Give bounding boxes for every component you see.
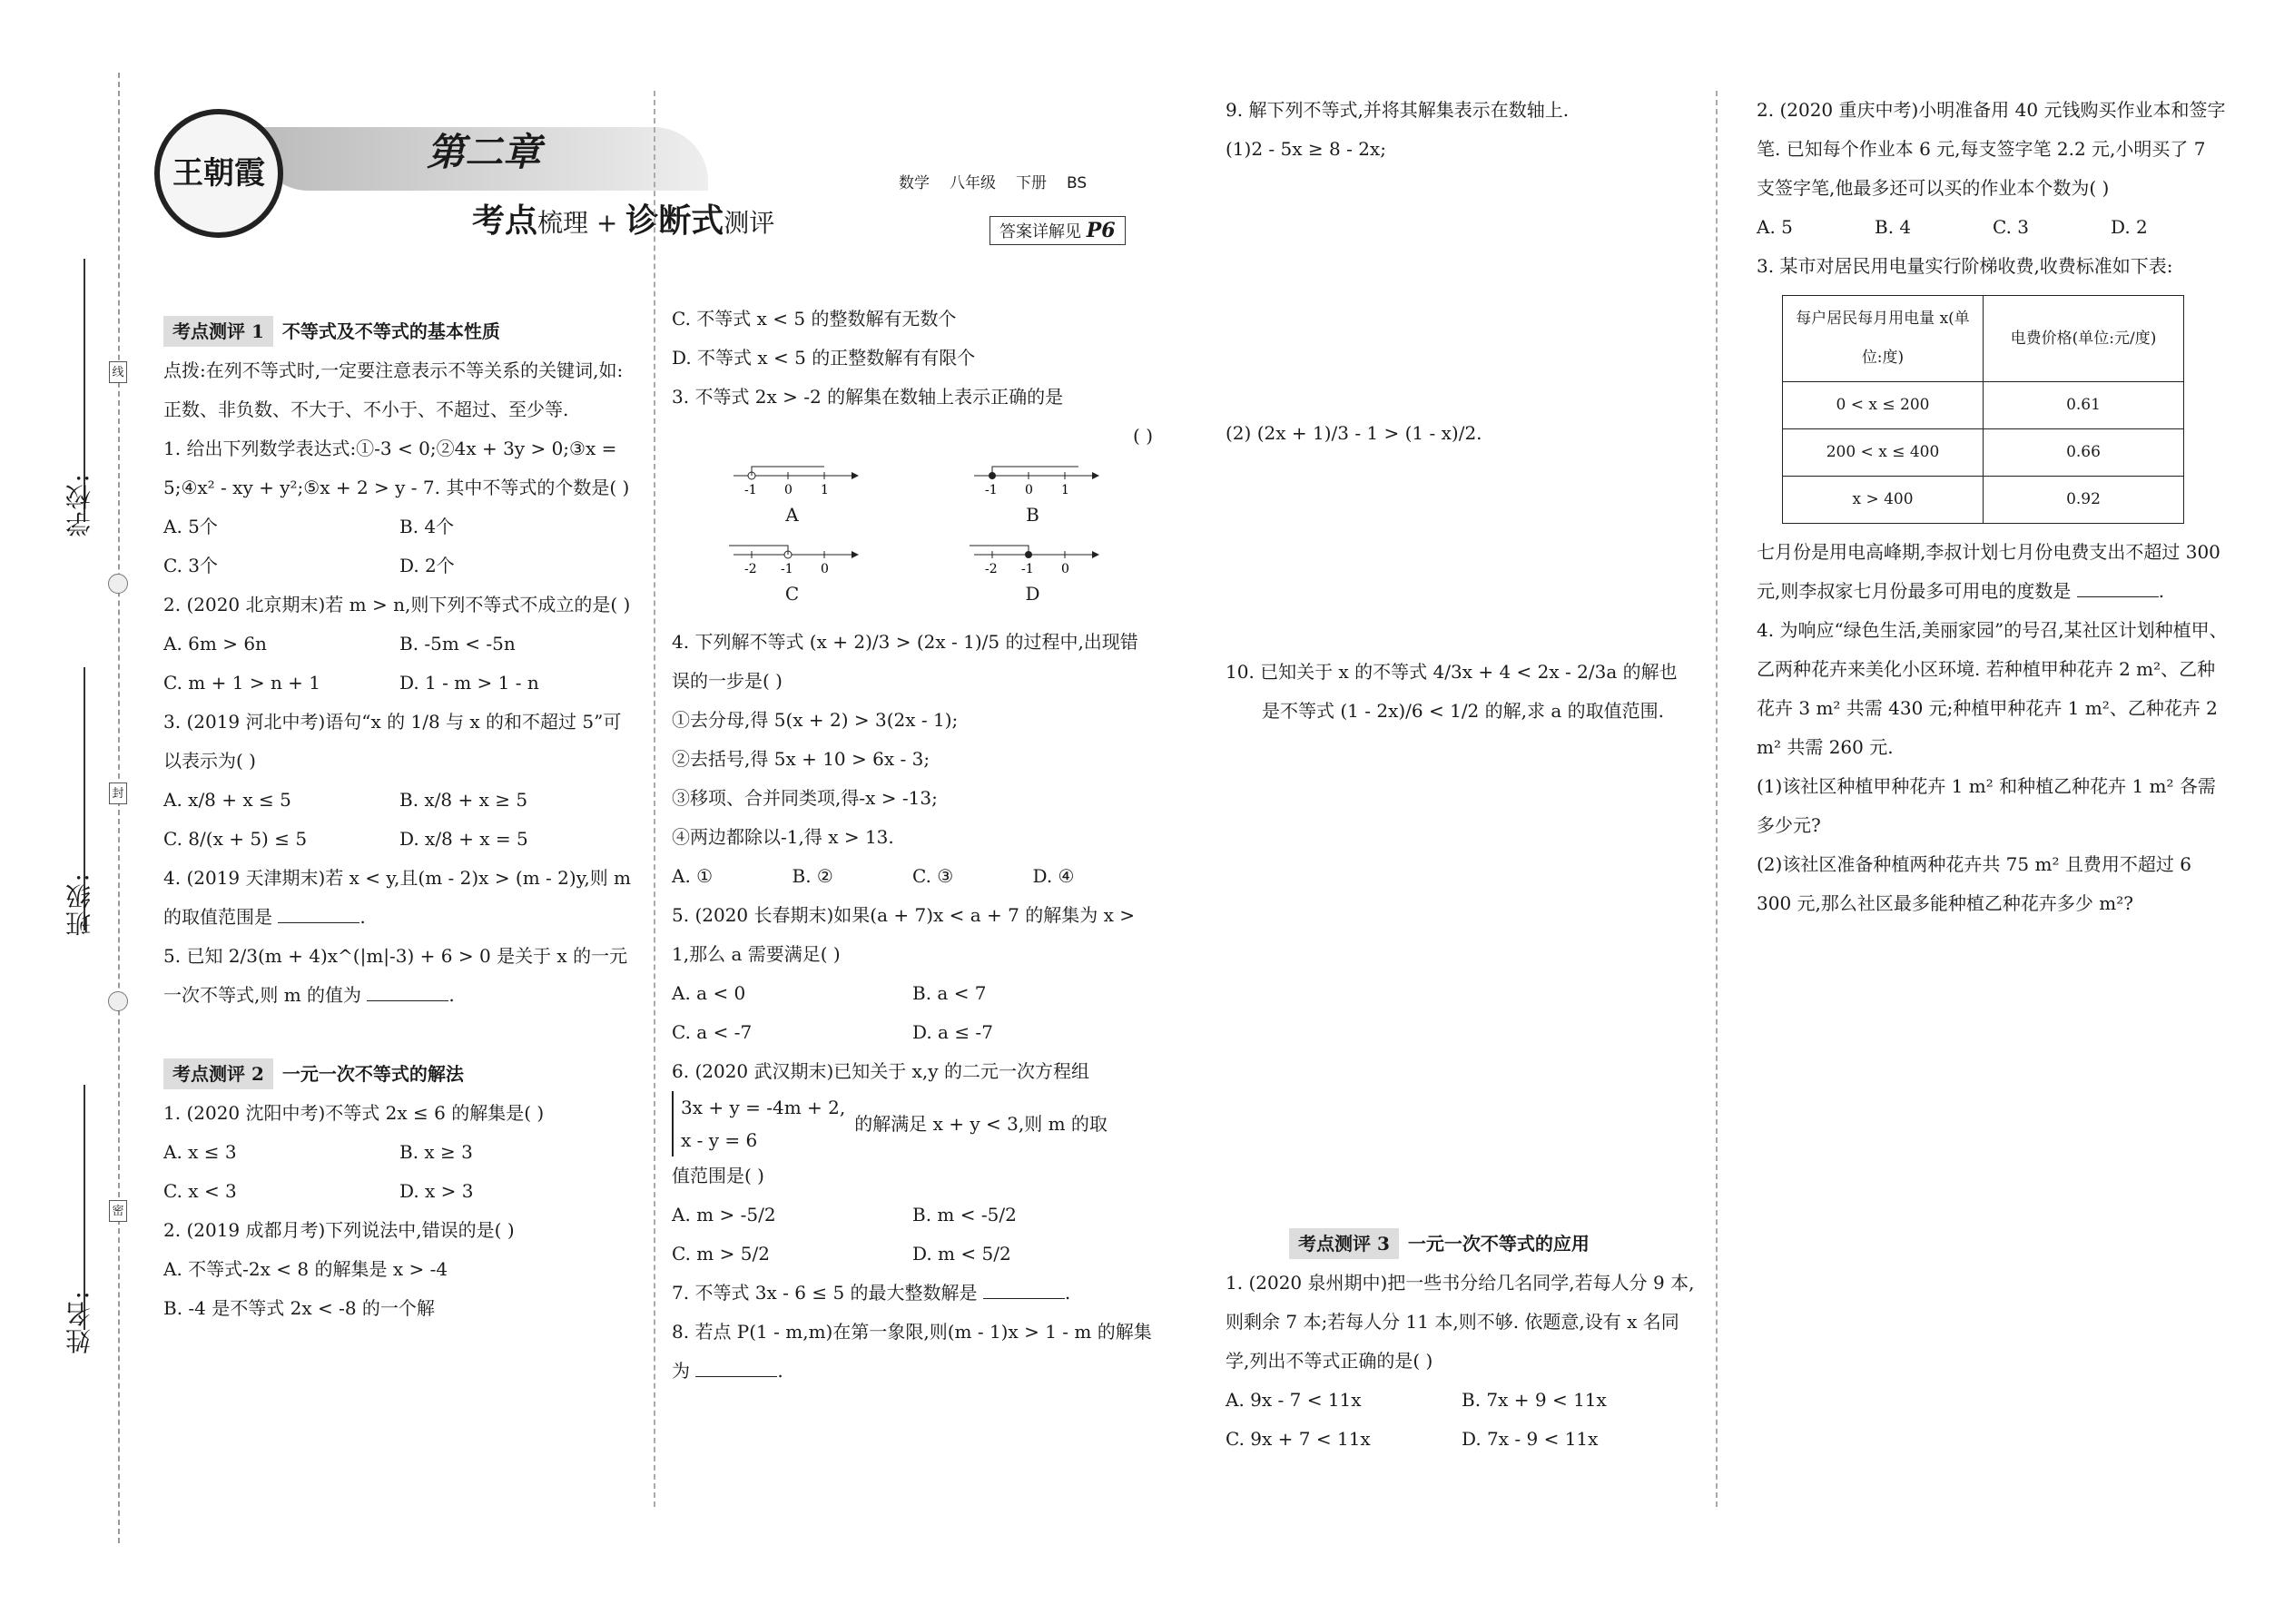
answer-blank[interactable] (695, 1376, 777, 1377)
work-space[interactable] (1226, 453, 1698, 653)
column-3 (1226, 91, 1698, 1459)
question: 4. (2019 天津期末)若 x < y,且(m - 2)x > (m - 2)y,则 m 的取值范围是 . (163, 867, 632, 928)
page-subtitle: 考点梳理 + 诊断式测评 (472, 202, 775, 240)
options: C. 8/(x + 5) ≤ 5 D. x/8 + x = 5 (163, 828, 528, 850)
svg-text:-1: -1 (1020, 562, 1034, 575)
chapter-title: 第二章 (427, 130, 542, 174)
options: A. 5个 B. 4个 (163, 516, 455, 537)
question: 1. 给出下列数学表达式:①-3 < 0;②4x + 3y > 0;③x = 5;④x² - xy + y²;⑤x + 2 > y - 7. 其中不等式的个数是( ) (163, 438, 630, 498)
table-row: 200 < x ≤ 400 0.66 (1783, 429, 2184, 477)
options: A. ① B. ② C. ③ D. ④ (672, 865, 1075, 887)
question: 3. 不等式 2x > -2 的解集在数轴上表示正确的是 (672, 386, 1064, 408)
sub-question: (2)该社区准备种植两种花卉共 75 m² 且费用不超过 6 300 元,那么社区最多能种植乙种花卉多少 m²? (1757, 853, 2191, 914)
question: 7. 不等式 3x - 6 ≤ 5 的最大整数解是 . (672, 1282, 1071, 1304)
margin-mark: 密 (109, 1200, 127, 1222)
number-line-option: -1 0 1 B (942, 465, 1124, 535)
svg-text:-1: -1 (780, 562, 793, 575)
number-line-option: -2 -1 0 D (942, 544, 1124, 614)
step: ①去分母,得 5(x + 2) > 3(2x - 1); (672, 709, 959, 731)
section-header: 考点测评 1 不等式及不等式的基本性质 (163, 309, 635, 351)
sub-question: (2) (2x + 1)/3 - 1 > (1 - x)/2. (1226, 422, 1482, 444)
question-cont: 是不等式 (1 - 2x)/6 < 1/2 的解,求 a 的取值范围. (1262, 700, 1664, 722)
number-line-option: -1 0 1 A (702, 465, 883, 535)
question: 1. (2020 沈阳中考)不等式 2x ≤ 6 的解集是( ) (163, 1102, 545, 1124)
number-line-option: -2 -1 0 C (702, 544, 883, 614)
section-header: 考点测评 2 一元一次不等式的解法 (163, 1051, 635, 1094)
options: C. m + 1 > n + 1 D. 1 - m > 1 - n (163, 672, 539, 694)
option: D. 不等式 x < 5 的正整数解有有限个 (672, 347, 976, 369)
options: C. 3个 D. 2个 (163, 555, 455, 576)
option: B. -4 是不等式 2x < -8 的一个解 (163, 1297, 435, 1319)
answer-blank[interactable] (278, 922, 359, 923)
number-line-row (672, 465, 1153, 535)
svg-text:1: 1 (820, 483, 829, 496)
class-label: 班级: (64, 871, 94, 937)
svg-text:-2: -2 (984, 562, 998, 575)
option: C. 不等式 x < 5 的整数解有无数个 (672, 308, 957, 330)
price-table (1782, 295, 2184, 524)
question-cont: 七月份是用电高峰期,李叔计划七月份电费支出不超过 300 元,则李叔家七月份最多可用电的度数是 . (1757, 541, 2220, 602)
number-line-b (965, 465, 1101, 496)
options: A. a < 0 B. a < 7 (672, 982, 987, 1004)
margin-dot (108, 991, 128, 1011)
options: A. m > -5/2 B. m < -5/2 (672, 1204, 1017, 1225)
options: C. 9x + 7 < 11x D. 7x - 9 < 11x (1226, 1428, 1599, 1450)
svg-text:-2: -2 (743, 562, 757, 575)
options: A. x/8 + x ≤ 5 B. x/8 + x ≥ 5 (163, 789, 528, 811)
question-cont: 值范围是( ) (672, 1165, 764, 1186)
step: ④两边都除以-1,得 x > 13. (672, 826, 894, 848)
column-1 (163, 309, 635, 1328)
answer-reference: 答案详解见 P6 (989, 216, 1126, 245)
question: 2. (2020 北京期末)若 m > n,则下列不等式不成立的是( ) (163, 594, 631, 615)
sub-question: (1)2 - 5x ≥ 8 - 2x; (1226, 138, 1386, 160)
options: A. 6m > 6n B. -5m < -5n (163, 633, 516, 655)
question: 3. 某市对居民用电量实行阶梯收费,收费标准如下表: (1757, 255, 2173, 277)
course-meta: 数学 八年级 下册 BS (899, 174, 1088, 192)
svg-text:0: 0 (820, 562, 829, 575)
question: 5. 已知 2/3(m + 4)x^(|m|-3) + 6 > 0 是关于 x 的一元一次不等式,则 m 的值为 . (163, 945, 628, 1006)
question: 4. 为响应“绿色生活,美丽家园”的号召,某社区计划种植甲、乙两种花卉来美化小区环境. 若种植甲种花卉 2 m²、乙种花卉 3 m² 共需 430 元;种植甲种花卉 1 m²、乙种花卉 2 m² 共需 260 元. (1757, 619, 2228, 758)
answer-blank[interactable] (983, 1298, 1065, 1299)
tip-text: 点拨:在列不等式时,一定要注意表示不等关系的关键词,如:正数、非负数、不大于、不小于、不超过、至少等. (163, 359, 624, 420)
question: 9. 解下列不等式,并将其解集表示在数轴上. (1226, 99, 1570, 121)
column-4 (1757, 91, 2229, 923)
svg-text:-1: -1 (743, 483, 757, 496)
options: C. a < -7 D. a ≤ -7 (672, 1021, 993, 1043)
answer-blank[interactable] (2077, 596, 2159, 597)
question: 1. (2020 泉州期中)把一些书分给几名同学,若每人分 9 本,则剩余 7 本;若每人分 11 本,则不够. 依题意,设有 x 名同学,列出不等式正确的是( ) (1226, 1272, 1695, 1372)
margin-mark: 封 (109, 782, 127, 804)
question: 2. (2019 成都月考)下列说法中,错误的是( ) (163, 1219, 515, 1241)
options: C. x < 3 D. x > 3 (163, 1180, 474, 1202)
margin-dot (108, 574, 128, 594)
table-row: x > 400 0.92 (1783, 477, 2184, 524)
work-space[interactable] (1226, 169, 1698, 414)
table-row: 0 < x ≤ 200 0.61 (1783, 382, 2184, 429)
option: A. 不等式-2x < 8 的解集是 x > -4 (163, 1258, 448, 1280)
margin-mark: 线 (109, 361, 127, 383)
options: A. 9x - 7 < 11x B. 7x + 9 < 11x (1226, 1389, 1607, 1411)
answer-blank[interactable] (367, 1000, 448, 1001)
svg-text:0: 0 (783, 483, 793, 496)
number-line-row (672, 544, 1153, 614)
question: 8. 若点 P(1 - m,m)在第一象限,则(m - 1)x > 1 - m 的解集为 . (672, 1321, 1152, 1382)
options: C. m > 5/2 D. m < 5/2 (672, 1243, 1011, 1265)
number-line-c (724, 544, 861, 575)
name-label: 姓名: (64, 1289, 94, 1354)
question: 10. 已知关于 x 的不等式 4/3x + 4 < 2x - 2/3a 的解也 (1226, 661, 1678, 683)
svg-text:0: 0 (1060, 562, 1069, 575)
binding-line (118, 73, 120, 1543)
sub-question: (1)该社区种植甲种花卉 1 m² 和种植乙种花卉 1 m² 各需多少元? (1757, 775, 2216, 836)
school-label: 学校: (64, 472, 94, 537)
publisher-logo: 王朝霞 (154, 109, 283, 238)
question: 4. 下列解不等式 (x + 2)/3 > (2x - 1)/5 的过程中,出现错误的一步是( ) (672, 631, 1138, 692)
column-2 (672, 300, 1153, 1391)
equation-system: 3x + y = -4m + 2, x - y = 6 的解满足 x + y < 3,则 m 的取 (672, 1091, 1153, 1156)
number-line-d (965, 544, 1101, 575)
question: 6. (2020 武汉期末)已知关于 x,y 的二元一次方程组 (672, 1060, 1089, 1082)
step: ②去括号,得 5x + 10 > 6x - 3; (672, 748, 930, 770)
work-space[interactable] (1226, 731, 1698, 1221)
question: 3. (2019 河北中考)语句“x 的 1/8 与 x 的和不超过 5”可以表示为( ) (163, 711, 622, 772)
number-line-a (724, 465, 861, 496)
table-header: 每户居民每月用电量 x(单位:度) 电费价格(单位:元/度) (1783, 296, 2184, 382)
step: ③移项、合并同类项,得-x > -13; (672, 787, 938, 809)
svg-text:-1: -1 (984, 483, 998, 496)
options: A. x ≤ 3 B. x ≥ 3 (163, 1141, 473, 1163)
answer-paren: ( ) (1133, 425, 1153, 447)
question: 5. (2020 长春期末)如果(a + 7)x < a + 7 的解集为 x > 1,那么 a 需要满足( ) (672, 904, 1136, 965)
column-divider (1716, 91, 1718, 1507)
options: A. 5 B. 4 C. 3 D. 2 (1757, 216, 2148, 238)
question: 2. (2020 重庆中考)小明准备用 40 元钱购买作业本和签字笔. 已知每个作业本 6 元,每支签字笔 2.2 元,小明买了 7 支签字笔,他最多还可以买的作业本个数为( ) (1757, 99, 2226, 199)
column-divider (654, 91, 655, 1507)
section-header: 考点测评 3 一元一次不等式的应用 (1226, 1221, 1698, 1264)
svg-text:1: 1 (1060, 483, 1069, 496)
svg-text:0: 0 (1024, 483, 1033, 496)
